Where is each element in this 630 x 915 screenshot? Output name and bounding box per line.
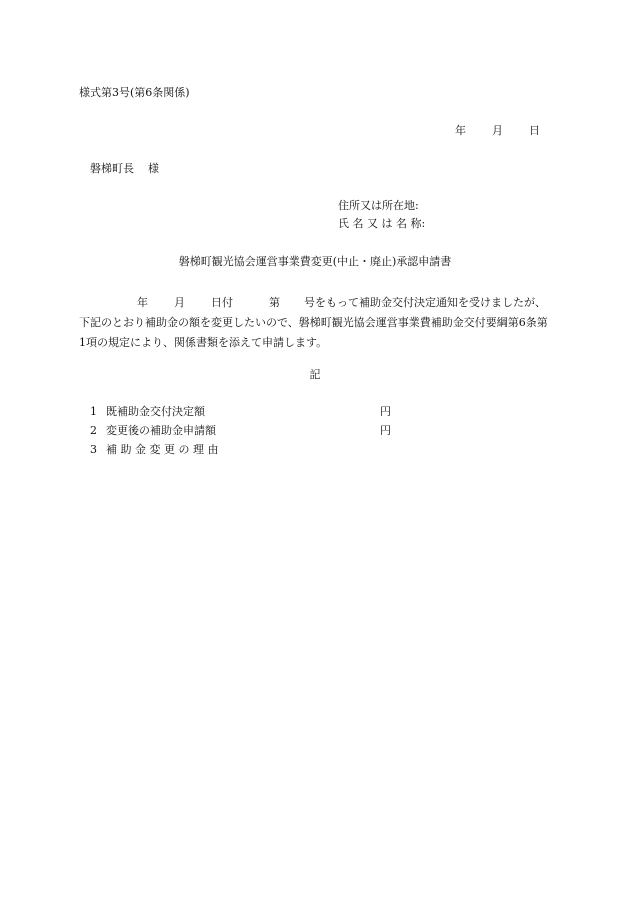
list-item bbox=[90, 424, 391, 437]
addressee-name: 磐梯町長 bbox=[90, 162, 134, 175]
addressee bbox=[90, 162, 159, 175]
item-label: 変更後の補助金申請額 bbox=[106, 424, 216, 437]
list-item bbox=[90, 443, 380, 456]
item-unit: 円 bbox=[380, 424, 391, 437]
form-number: 様式第3号(第6条関係) bbox=[79, 86, 190, 99]
date-year-label: 年 bbox=[455, 124, 466, 137]
address-label: 住所又は所在地: bbox=[338, 199, 419, 212]
body-year: 年 bbox=[137, 296, 148, 309]
body-main-text: 号をもって補助金交付決定通知を受けましたが、下記のとおり補助金の額を変更したいので、磐梯町観光協会運営事業費補助金交付要綱第6条第1項の規定により、関係書類を添えて申請します。 bbox=[79, 296, 548, 349]
item-unit: 円 bbox=[380, 405, 391, 418]
name-label: 氏 名 又 は 名 称: bbox=[338, 217, 426, 230]
item-label: 補 助 金 変 更 の 理 由 bbox=[106, 443, 219, 456]
item-label: 既補助金交付決定額 bbox=[106, 405, 205, 418]
body-date-suffix: 日付 bbox=[211, 296, 233, 309]
document-title: 磐梯町観光協会運営事業費変更(中止・廃止)承認申請書 bbox=[178, 255, 452, 268]
item-number: 1 bbox=[90, 405, 97, 418]
ki-heading: 記 bbox=[309, 368, 321, 381]
item-number: 2 bbox=[90, 424, 97, 437]
list-item bbox=[90, 405, 391, 418]
item-number: 3 bbox=[90, 443, 97, 456]
applicant-block bbox=[338, 199, 425, 235]
body-number-prefix: 第 bbox=[269, 296, 280, 309]
addressee-honorific: 様 bbox=[148, 162, 159, 175]
body-month: 月 bbox=[174, 296, 185, 309]
date-month-label: 月 bbox=[492, 124, 503, 137]
date-line bbox=[455, 124, 540, 137]
date-day-label: 日 bbox=[529, 124, 540, 137]
body-paragraph bbox=[79, 293, 549, 353]
